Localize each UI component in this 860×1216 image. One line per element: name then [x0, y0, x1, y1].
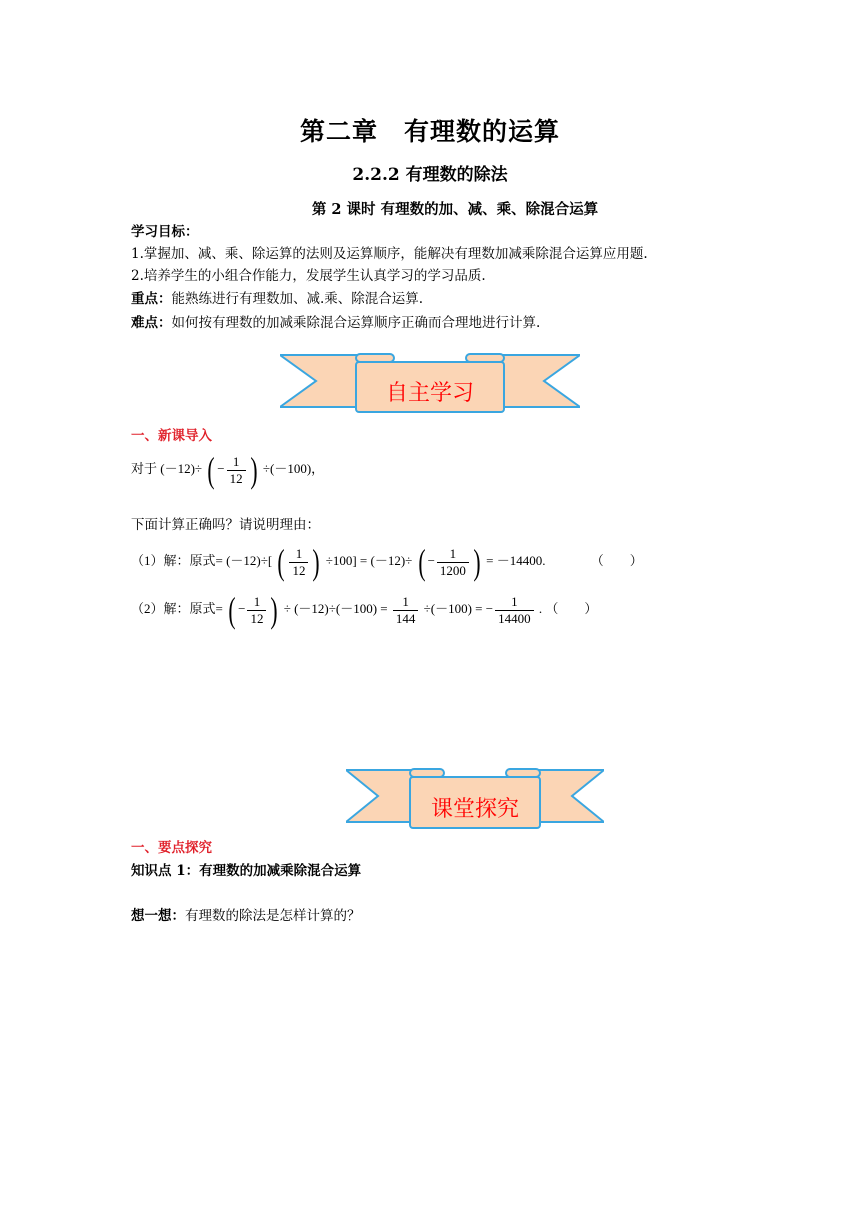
key-point	[131, 287, 423, 307]
sol1-mid: ÷100] = (－12)÷	[325, 552, 413, 568]
sol2-frac2-num: 1	[402, 593, 409, 609]
sol2-end: .	[538, 600, 543, 616]
right-paren-icon: )	[312, 542, 321, 582]
right-paren-icon: )	[473, 542, 481, 582]
sol2-mid2: ÷(－100) =	[423, 600, 483, 616]
sol2-fraction-3	[495, 594, 534, 627]
intro-frac-den: 12	[227, 470, 246, 487]
difficulty-point	[131, 311, 540, 331]
think-label: 想一想：	[131, 908, 185, 924]
left-paren-icon: (	[417, 542, 426, 582]
intro-fraction	[227, 454, 246, 487]
think-text: 有理数的除法是怎样计算的？	[185, 908, 361, 924]
difficulty-text: 如何按有理数的加减乘除混合运算顺序正确而合理地进行计算.	[171, 315, 541, 331]
question-text: 下面计算正确吗？请说明理由：	[131, 517, 320, 533]
sol1-frac1-num: 1	[295, 545, 303, 561]
answer-blank-1[interactable]: （ ）	[590, 552, 643, 568]
left-paren-icon: (	[207, 450, 215, 490]
objective-2: 2.培养学生的小组合作能力，发展学生认真学习的学习品质.	[131, 268, 486, 284]
solution-1	[131, 544, 643, 580]
key-point-text: 能熟练进行有理数加、减.乘、除混合运算.	[171, 291, 424, 307]
solution-2	[131, 592, 597, 628]
chapter-title: 第二章 有理数的运算	[299, 117, 560, 146]
sol2-mid1: ÷ (－12)÷(－100) =	[283, 600, 388, 616]
section-key-points-heading: 一、要点探究	[131, 840, 212, 856]
sol2-frac3-den: 14400	[495, 610, 534, 627]
sol2-frac1-num: 1	[253, 593, 261, 609]
sol2-prefix: （2）解：原式=	[131, 600, 223, 616]
intro-suffix: ÷(－100)，	[262, 460, 325, 476]
banner-self-study-text: 自主学习	[385, 381, 474, 406]
sol2-frac2-den: 144	[393, 610, 419, 627]
difficulty-label: 难点：	[131, 315, 172, 331]
intro-frac-sign: −	[217, 460, 225, 476]
sol1-fraction-1	[289, 546, 308, 579]
sol1-fraction-2	[437, 546, 469, 579]
section-title: 2.2.2 有理数的除法	[352, 165, 508, 185]
section-new-lesson-heading: 一、新课导入	[131, 428, 212, 444]
intro-frac-num: 1	[232, 453, 240, 469]
sol2-frac3-sign: −	[485, 600, 494, 616]
sol1-frac1-den: 12	[289, 562, 308, 579]
key-point-label: 重点：	[131, 291, 172, 307]
left-paren-icon: (	[228, 590, 236, 630]
sol2-frac3-num: 1	[511, 593, 518, 609]
sol2-frac1-sign: −	[238, 600, 246, 616]
left-paren-icon: (	[277, 542, 286, 582]
sol1-frac2-den: 1200	[437, 562, 469, 579]
banner-class-inquiry-text: 课堂探究	[430, 797, 519, 822]
intro-expression	[131, 452, 324, 488]
banner-self-study	[280, 352, 580, 414]
sol1-frac2-sign: −	[427, 552, 435, 568]
sol2-frac1-den: 12	[247, 610, 266, 627]
sol1-frac2-num: 1	[449, 545, 457, 561]
sol1-result: = －14400.	[486, 552, 546, 568]
banner-class-inquiry	[346, 766, 604, 830]
sol2-fraction-1	[247, 594, 266, 627]
right-paren-icon: )	[250, 450, 258, 490]
objectives-heading: 学习目标：	[131, 224, 199, 240]
lesson-title: 第 2 课时 有理数的加、减、乘、除混合运算	[311, 201, 599, 218]
sol1-prefix: （1）解：原式= (－12)÷[	[131, 552, 273, 568]
think-prompt	[131, 904, 361, 924]
answer-blank-2[interactable]: （ ）	[545, 600, 598, 616]
objective-1: 1.掌握加、减、乘、除运算的法则及运算顺序，能解决有理数加减乘除混合运算应用题.	[131, 246, 648, 262]
knowledge-point-1: 知识点 1：有理数的加减乘除混合运算	[131, 863, 362, 879]
sol2-fraction-2	[393, 594, 419, 627]
right-paren-icon: )	[270, 590, 279, 630]
intro-prefix: 对于 (－12)÷	[131, 460, 203, 476]
